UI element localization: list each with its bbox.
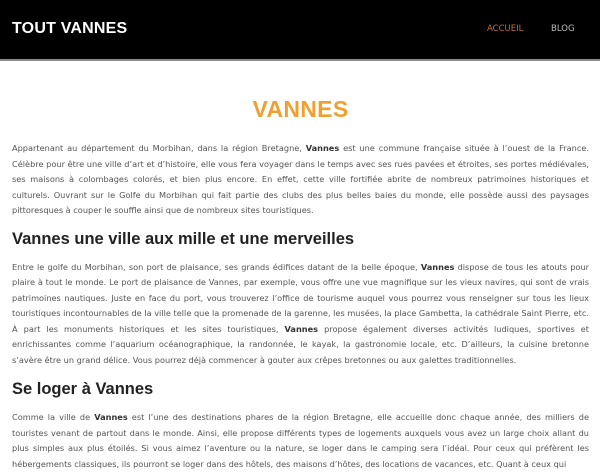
main-content [12, 62, 589, 472]
nav-blog[interactable]: BLOG [551, 24, 575, 34]
section-paragraph-se-loger [12, 410, 589, 472]
paragraph-text: dispose de tous les atouts pour plaire à tout le monde. Le port de plaisance de Vannes, par exemple, vous offre une vue magnifique sur les vieux navires, qui sont de vrais patrimoines nautiques. Juste en face du port, vous trouverez l’office de tourisme auquel vous pourrez vous renseigner sur tous les lieux touristiques incontournables de la ville telle que la promenade de la garenne, les musées, la place Gambetta, la cathédrale Saint Pierre, etc. À part les monuments historiques et les sites touristiques, [12, 261, 589, 334]
page-title: VANNES [252, 96, 349, 122]
paragraph-text: propose également diverses activités ludiques, sportives et enrichissantes comme l’aquarium océanographique, la randonnée, le kayak, la gastronomie locale, etc. D’ailleurs, la cuisine bretonne s’avère être un grand délice. Vous pourrez déjà commencer à gouter aux crêpes bretonnes ou aux galettes traditionnelles. [12, 323, 590, 365]
intro-paragraph [12, 141, 589, 219]
paragraph-text: est l’une des destinations phares de la région Bretagne, elle accueille donc chaque année, des milliers de touristes venant de partout dans le monde. Ainsi, elle propose différents types de logements auxquels vous avez un large choix allant du plus simples aux plus étoilés. Si vous aimez l’aventure ou la nature, se loger dans le camping sera l’idéal. Pour ceux qui préfèrent les hébergements classiques, ils pourront se loger dans des hôtels, des maisons d’hôtes, des locations de vacances, etc. Quant à ceux qui [12, 412, 589, 469]
site-header [0, 0, 600, 61]
intro-bold: Vannes [305, 143, 340, 153]
paragraph-bold: Vannes [94, 412, 128, 422]
section-heading-se-loger: Se loger à Vannes [12, 380, 154, 398]
paragraph-text: Comme la ville de [12, 412, 95, 422]
paragraph-text: Entre le golfe du Morbihan, son port de plaisance, ses grands édifices datant de la belle époque, [12, 261, 421, 272]
intro-text-1: Appartenant au département du Morbihan, dans la région Bretagne, [12, 143, 306, 153]
paragraph-bold: Vannes [420, 261, 455, 272]
paragraph-bold: Vannes [284, 323, 319, 334]
section-heading-merveilles: Vannes une ville aux mille et une merveilles [12, 229, 355, 248]
nav-accueil[interactable]: ACCUEIL [487, 24, 524, 34]
intro-text-2: est une commune française située à l’ouest de la France. Célèbre pour être une ville d’art et d’histoire, elle vous fera voyager dans le temps avec ses rues pavées et étroites, ses portes médiévales, ses maisons à colombages colorés, et bien plus encore. En effet, cette ville fortifiée abrite de nombreux patrimoines historiques et culturels. Ouvrant sur le Golfe du Morbihan qui fait partie des clubs des plus belles baies du monde, elle possède aussi des paysages pittoresques à couper le souffle ainsi que de nombreux sites touristiques. [12, 143, 589, 215]
site-logo[interactable]: TOUT VANNES [12, 20, 128, 37]
section-paragraph-merveilles [12, 260, 589, 369]
